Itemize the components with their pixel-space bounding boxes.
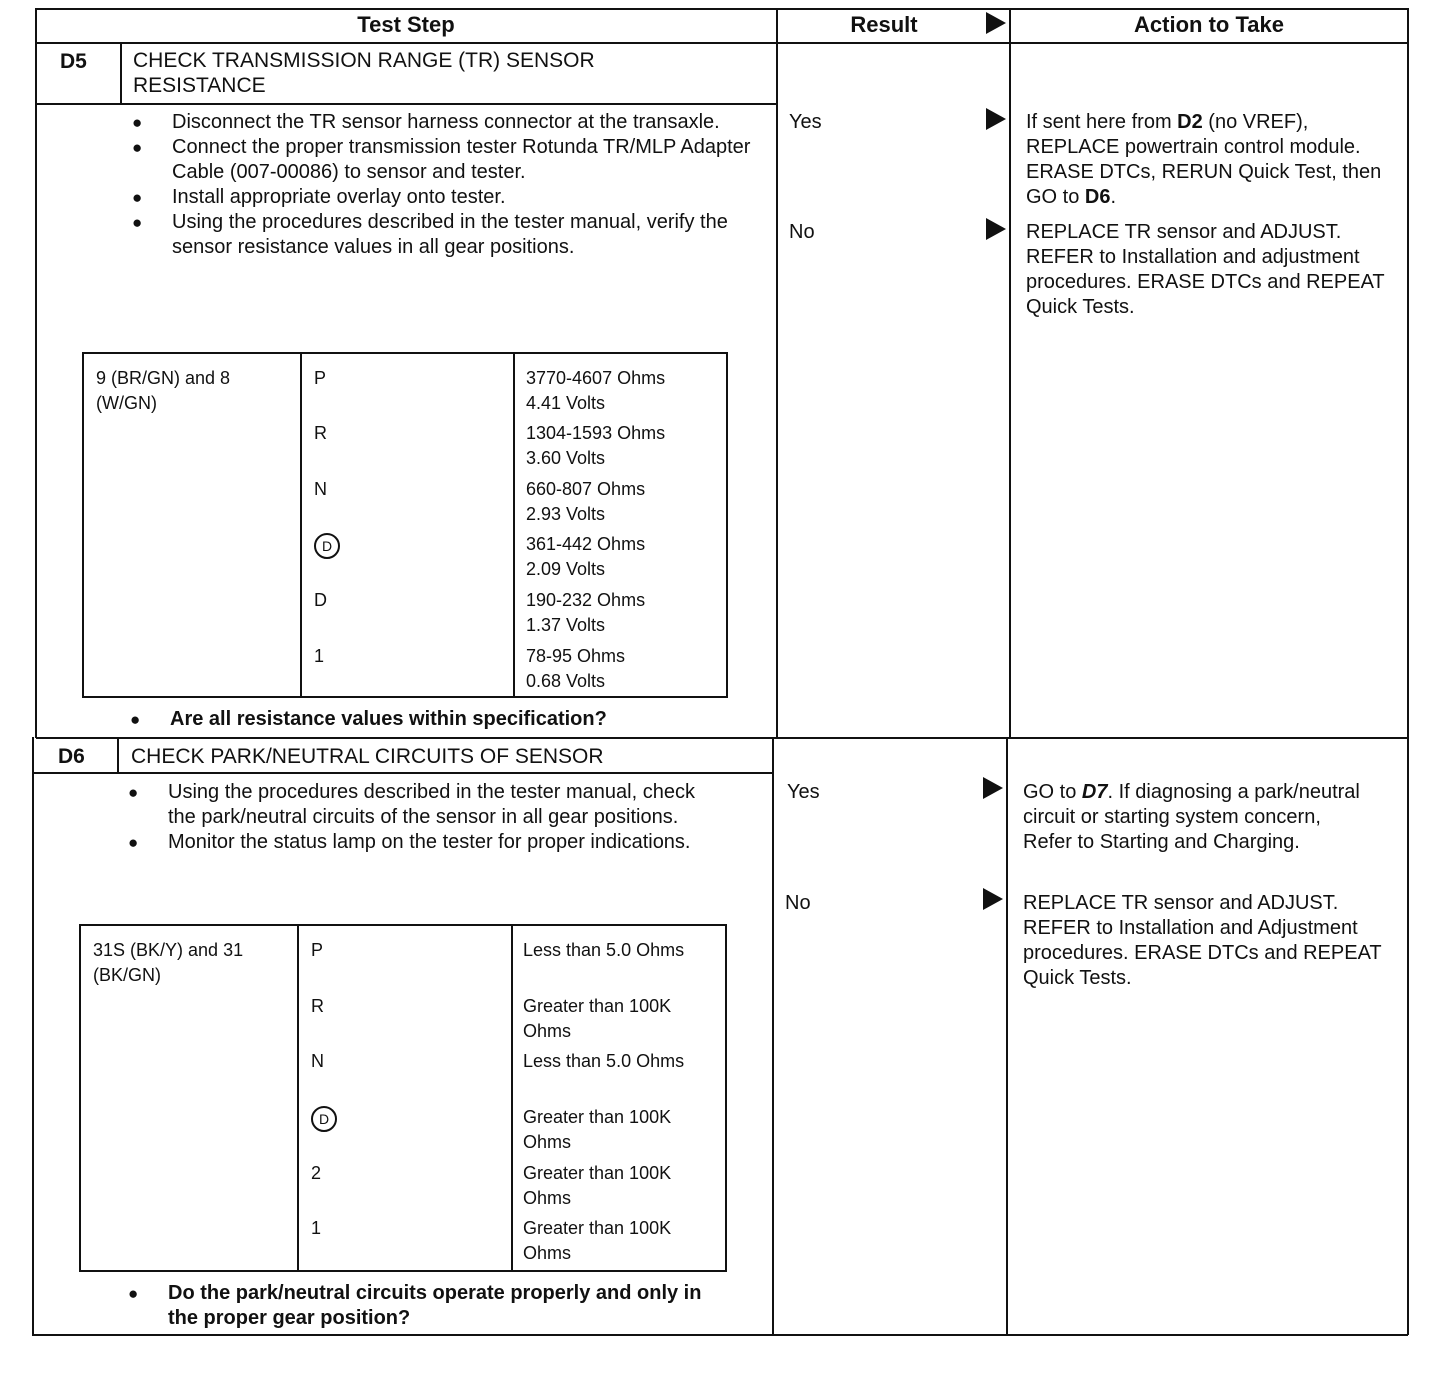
left-border-d6	[32, 737, 34, 1335]
header-arrow-icon	[986, 12, 1006, 34]
d5-step-4: ● Using the procedures described in the tester manual, verify the sensor resistance values in all gear positions.	[132, 210, 752, 260]
d6-result-yes: Yes	[787, 781, 820, 803]
overdrive-circle-icon: D	[311, 1106, 337, 1132]
d5-step-1: ● Disconnect the TR sensor harness connector at the transaxle.	[132, 110, 752, 135]
overdrive-circle-icon: D	[314, 533, 340, 559]
d5-step-2: ● Connect the proper transmission tester Rotunda TR/MLP Adapter Cable (007-00086) to sensor and tester.	[132, 135, 752, 185]
d6-yes-arrow-icon	[983, 777, 1003, 799]
d6-spec-1: Greater than 100K Ohms	[523, 1218, 672, 1263]
d6-pos-1: 1	[311, 1218, 322, 1238]
right-border	[1407, 8, 1409, 1335]
d5-pos-overdrive	[314, 533, 340, 559]
d6-spec-n: Less than 5.0 Ohms	[523, 1051, 685, 1071]
d5-pos-p: P	[314, 368, 327, 388]
d6-question-text: ● Do the park/neutral circuits operate properly and only in the proper gear position?	[128, 1281, 728, 1331]
header-test-step: Test Step	[357, 12, 455, 37]
d5-step-3: ● Install appropriate overlay onto tester.	[132, 185, 752, 210]
d6-spec-r: Greater than 100K Ohms	[523, 996, 672, 1041]
d5-pos-d: D	[314, 590, 327, 610]
d6-step-2: ● Monitor the status lamp on the tester for proper indications.	[128, 830, 728, 855]
d6-question	[128, 1281, 728, 1331]
d6-title-rule	[32, 772, 773, 774]
d5-pos-n: N	[314, 479, 327, 499]
d5-table-col2	[513, 354, 515, 696]
col-divider-result-d5	[776, 8, 778, 738]
d5-yes-action: If sent here from D2 (no VREF), REPLACE powertrain control module. ERASE DTCs, RERUN Quick Test, then GO to D6.	[1026, 111, 1382, 208]
d5-yes-arrow-icon	[986, 108, 1006, 130]
d6-spec-2: Greater than 100K Ohms	[523, 1163, 672, 1208]
d5-spec-1: 78-95 Ohms 0.68 Volts	[526, 646, 626, 691]
d5-no-action: REPLACE TR sensor and ADJUST. REFER to Installation and adjustment procedures. ERASE DTCs and REPEAT Quick Tests.	[1026, 221, 1385, 318]
d6-yes-action: GO to D7. If diagnosing a park/neutral circuit or starting system concern, Refer to Starting and Charging.	[1023, 781, 1360, 853]
d5-code: D5	[60, 50, 87, 73]
d5-result-yes: Yes	[789, 111, 822, 133]
d6-code-divider	[117, 737, 119, 774]
d5-pos-r: R	[314, 423, 327, 443]
d6-step-1: ● Using the procedures described in the tester manual, check the park/neutral circuits of the sensor in all gear positions.	[128, 780, 728, 830]
d5-table-col1	[300, 354, 302, 696]
bottom-rule	[32, 1334, 1408, 1336]
d6-spec-p: Less than 5.0 Ohms	[523, 940, 685, 960]
header-rule	[36, 42, 1409, 44]
d6-pos-overdrive	[311, 1106, 337, 1132]
d5-result-no: No	[789, 221, 815, 243]
header-result: Result	[850, 12, 918, 37]
header-action: Action to Take	[1134, 12, 1284, 37]
d5-spec-p: 3770-4607 Ohms 4.41 Volts	[526, 368, 666, 413]
d5-pos-1: 1	[314, 646, 325, 666]
left-border-d5	[35, 8, 37, 738]
d5-circuit: 9 (BR/GN) and 8 (W/GN)	[96, 368, 231, 413]
d5-instructions	[132, 110, 752, 260]
d5-no-arrow-icon	[986, 218, 1006, 240]
d6-title: CHECK PARK/NEUTRAL CIRCUITS OF SENSOR	[131, 745, 604, 768]
d6-code: D6	[58, 745, 85, 768]
d6-spec-overdrive: Greater than 100K Ohms	[523, 1107, 672, 1152]
d6-no-arrow-icon	[983, 888, 1003, 910]
d5-spec-r: 1304-1593 Ohms 3.60 Volts	[526, 423, 666, 468]
d6-pos-n: N	[311, 1051, 324, 1071]
col-divider-action-d6	[1006, 737, 1008, 1335]
section-divider	[36, 737, 1409, 739]
d6-no-action: REPLACE TR sensor and ADJUST. REFER to Installation and Adjustment procedures. ERASE DTCs and REPEAT Quick Tests.	[1023, 892, 1382, 989]
d6-result-no: No	[785, 892, 811, 914]
col-divider-action-d5	[1009, 8, 1011, 738]
d5-spec-n: 660-807 Ohms 2.93 Volts	[526, 479, 646, 524]
d6-circuit: 31S (BK/Y) and 31 (BK/GN)	[93, 940, 244, 985]
d6-instructions	[128, 780, 728, 855]
d6-pos-r: R	[311, 996, 324, 1016]
d6-table-col1	[297, 926, 299, 1270]
d5-spec-d: 190-232 Ohms 1.37 Volts	[526, 590, 646, 635]
d5-question	[130, 707, 770, 732]
d5-question-text: ● Are all resistance values within specification?	[130, 707, 770, 732]
d5-title-rule	[36, 103, 777, 105]
d6-pos-p: P	[311, 940, 324, 960]
d6-spec-table	[79, 924, 727, 1272]
top-rule	[36, 8, 1409, 10]
d5-code-divider	[120, 42, 122, 104]
col-divider-result-d6	[772, 737, 774, 1335]
d6-table-col2	[511, 926, 513, 1270]
d6-pos-2: 2	[311, 1163, 322, 1183]
d5-spec-table	[82, 352, 728, 698]
d5-title: CHECK TRANSMISSION RANGE (TR) SENSOR RESISTANCE	[133, 49, 595, 97]
d5-spec-overdrive: 361-442 Ohms 2.09 Volts	[526, 534, 646, 579]
